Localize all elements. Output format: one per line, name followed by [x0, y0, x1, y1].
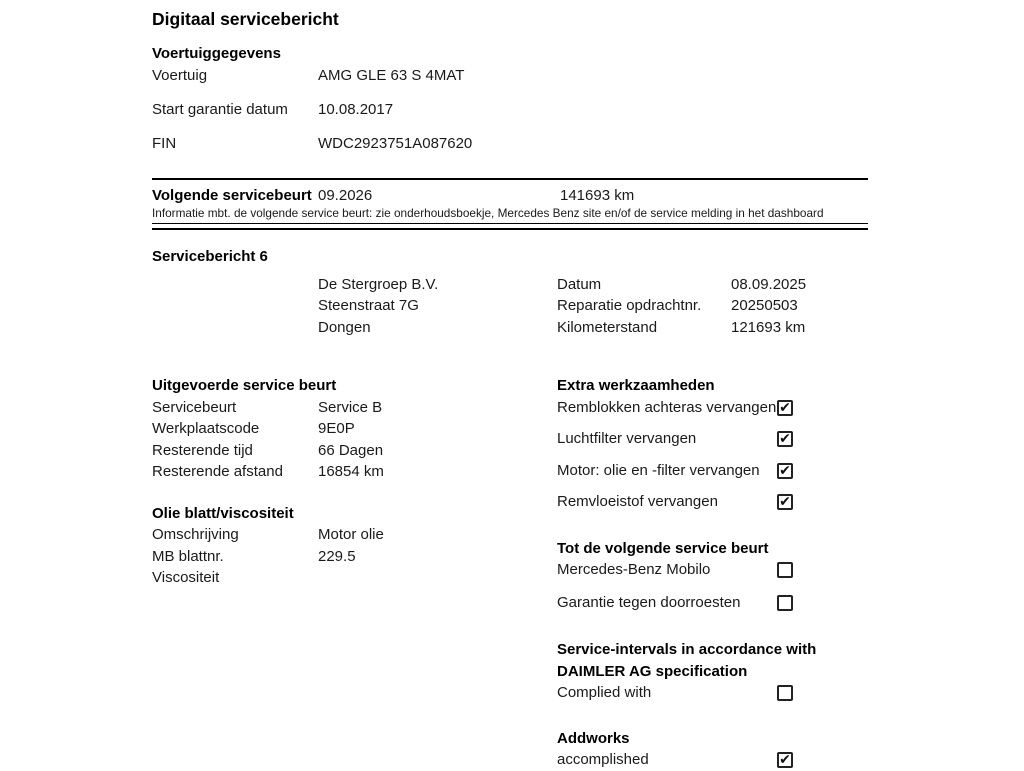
check-icon: ✔: [779, 461, 791, 478]
service-intervals-section: [557, 639, 844, 704]
checklist-item-label: Remvloeistof vervangen: [557, 493, 718, 510]
performed-service-heading: Uitgevoerde service beurt: [152, 377, 337, 394]
checklist-item: [557, 592, 844, 614]
checklist-item-label: Motor: olie en -filter vervangen: [557, 461, 760, 479]
check-icon: ✔: [779, 751, 791, 767]
addworks-section: [557, 728, 844, 771]
field-label: Resterende afstand: [152, 463, 283, 480]
field-row: [152, 524, 557, 546]
field-label: Viscositeit: [152, 569, 220, 586]
checkbox[interactable]: [777, 463, 793, 479]
vehicle-section-heading: Voertuiggegevens: [152, 45, 281, 62]
service-report-heading: Servicebericht 6: [152, 248, 268, 265]
field-value: WDC2923751A087620: [318, 134, 473, 152]
next-service-section: [152, 178, 868, 224]
dealer-name: De Stergroep B.V.: [318, 275, 439, 293]
checkbox[interactable]: [777, 400, 793, 416]
check-icon: ✔: [779, 493, 791, 509]
field-label: Kilometerstand: [557, 318, 658, 336]
field-row: [152, 546, 557, 568]
next-service-info-text: Informatie mbt. de volgende service beurt: zie onderhoudsboekje, Mercedes Benz site en/of de service melding in het dashboard: [152, 206, 824, 220]
field-row: [557, 317, 868, 339]
field-row: [152, 440, 557, 462]
details-columns: [152, 375, 868, 771]
field-row: [152, 397, 557, 419]
field-row: [557, 295, 868, 317]
check-icon: ✔: [779, 398, 791, 415]
until-next-service-heading: Tot de volgende service beurt: [557, 539, 769, 557]
field-label: Werkplaatscode: [152, 420, 260, 437]
service-intervals-heading: Service-intervals in accordance with DAIMLER AG specification: [557, 641, 817, 680]
field-row: [557, 274, 868, 296]
field-value: Motor olie: [318, 526, 384, 543]
check-icon: ✔: [779, 430, 791, 446]
dealer-city: Dongen: [318, 318, 371, 336]
field-value: 229.5: [318, 547, 356, 565]
field-value: [318, 567, 557, 589]
checkbox[interactable]: [777, 494, 793, 510]
oil-section: [152, 503, 557, 589]
checkbox[interactable]: [777, 431, 793, 447]
vehicle-data-section: [152, 43, 868, 154]
field-label: MB blattnr.: [152, 547, 224, 565]
dealer-address: [318, 274, 557, 339]
field-label: FIN: [152, 134, 177, 152]
checklist-item-label: Complied with: [557, 684, 652, 701]
field-value: Service B: [318, 398, 383, 416]
checkbox[interactable]: [777, 685, 793, 701]
addworks-heading: Addworks: [557, 729, 630, 747]
until-next-service-section: [557, 538, 844, 614]
field-label: Servicebeurt: [152, 398, 237, 416]
checklist-item: [557, 682, 844, 704]
field-row: [152, 99, 868, 121]
field-value: AMG GLE 63 S 4MAT: [318, 66, 465, 84]
field-value: 121693 km: [731, 318, 806, 336]
next-service-row: [152, 185, 868, 206]
checklist-item-label: Luchtfilter vervangen: [557, 430, 697, 447]
next-service-mileage: 141693 km: [560, 187, 635, 204]
field-row: [152, 133, 868, 155]
checkbox[interactable]: [777, 595, 793, 611]
field-value: 10.08.2017: [318, 100, 394, 118]
checklist-item-label: Mercedes-Benz Mobilo: [557, 561, 711, 578]
field-label: Omschrijving: [152, 526, 239, 543]
checklist-item: [557, 491, 844, 513]
next-service-heading: Volgende servicebeurt: [152, 187, 312, 204]
checklist-item-label: accomplished: [557, 751, 649, 768]
field-label: Datum: [557, 275, 602, 293]
checklist-item: [557, 559, 844, 581]
service-report-meta: [152, 274, 868, 339]
left-column: [152, 375, 557, 771]
checklist-item-label: Garantie tegen doorroesten: [557, 593, 741, 611]
performed-service-section: [152, 375, 557, 483]
field-label: Voertuig: [152, 66, 208, 84]
section-divider: [152, 228, 868, 230]
next-service-date: 09.2026: [318, 187, 373, 204]
field-value: 08.09.2025: [731, 275, 807, 293]
field-row: [152, 567, 557, 589]
extra-work-section: [557, 375, 844, 513]
field-value: 9E0P: [318, 420, 355, 437]
field-value: 20250503: [731, 297, 798, 314]
extra-work-heading: Extra werkzaamheden: [557, 377, 715, 394]
oil-section-heading: Olie blatt/viscositeit: [152, 504, 294, 522]
field-value: 16854 km: [318, 463, 384, 480]
dealer-street: Steenstraat 7G: [318, 297, 419, 314]
checklist-item: [557, 749, 844, 771]
field-row: [152, 65, 868, 87]
checkbox[interactable]: [777, 562, 793, 578]
field-label: Start garantie datum: [152, 100, 288, 118]
checkbox[interactable]: [777, 752, 793, 768]
field-row: [152, 418, 557, 440]
field-label: Reparatie opdrachtnr.: [557, 297, 702, 314]
checklist-column: [557, 375, 844, 771]
checklist-item: [557, 460, 844, 482]
page-title: Digitaal servicebericht: [152, 9, 339, 29]
field-value: 66 Dagen: [318, 441, 384, 459]
service-details: [557, 274, 868, 339]
field-row: [152, 461, 557, 483]
checklist-item: [557, 397, 844, 419]
field-label: Resterende tijd: [152, 441, 253, 459]
checklist-item-label: Remblokken achteras vervangen: [557, 398, 777, 416]
service-report-document: [152, 8, 868, 771]
checklist-item: [557, 428, 844, 450]
